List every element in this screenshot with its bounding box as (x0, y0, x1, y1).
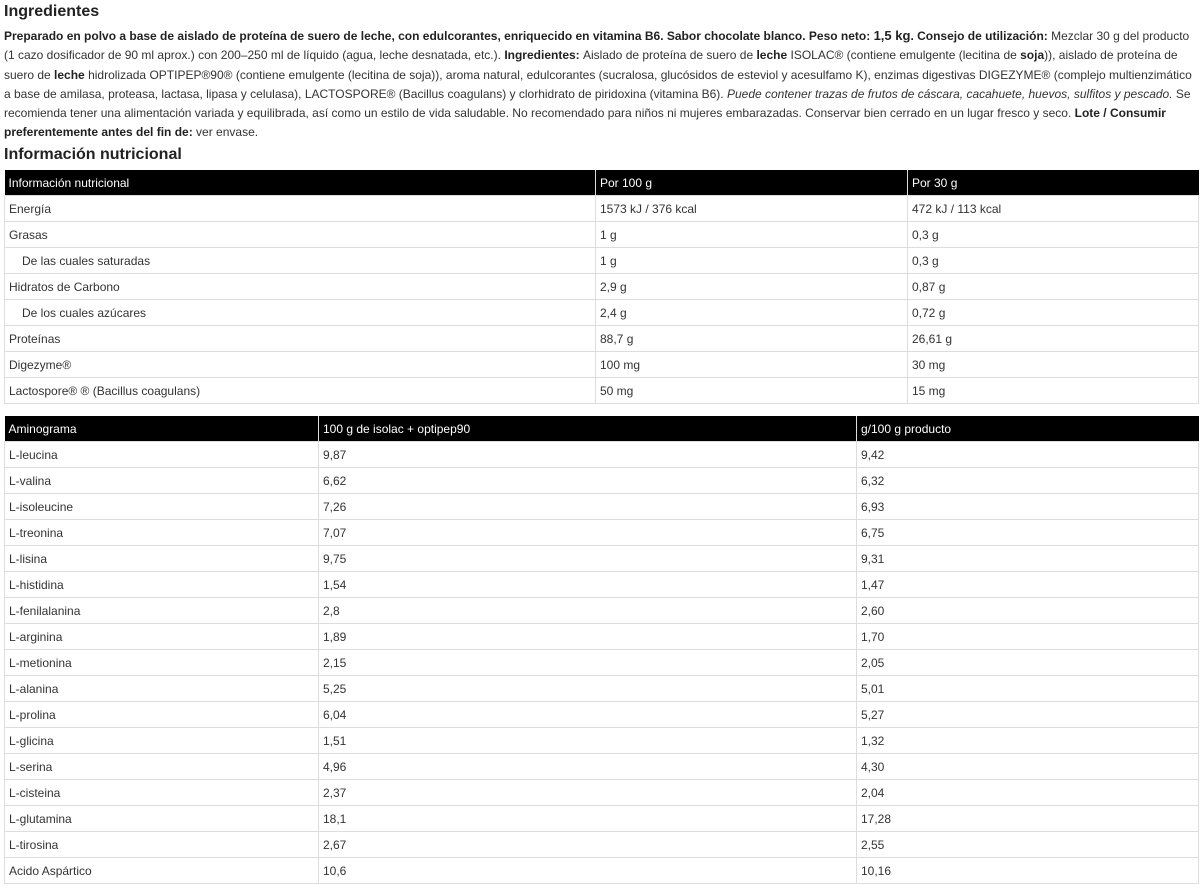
aminogram-amino-acid-name: L-cisteina (5, 780, 319, 806)
aminogram-row (5, 546, 1199, 572)
aminogram-row (5, 754, 1199, 780)
aminogram-per-100g-isolac-value: 6,62 (319, 468, 857, 494)
nutrition-row (5, 248, 1199, 274)
aminogram-per-100g-isolac-value: 9,87 (319, 442, 857, 468)
nutrition-per-100g-value: 88,7 g (596, 326, 908, 352)
aminogram-row (5, 572, 1199, 598)
nutrition-per-30g-value: 30 mg (908, 352, 1199, 378)
nutrition-row (5, 352, 1199, 378)
ingredients-text-run: )), aislado de proteína de suero de (4, 48, 1178, 82)
nutrition-per-30g-value: 0,72 g (908, 300, 1199, 326)
ingredients-text-run: soja (1020, 48, 1045, 63)
aminogram-amino-acid-name: L-arginina (5, 624, 319, 650)
aminogram-amino-acid-name: L-alanina (5, 676, 319, 702)
ingredients-text-run: Puede contener trazas de frutos de cáscara, cacahuete, huevos, sulfitos y pescado. (726, 86, 1173, 101)
ingredients-text-run: leche (54, 67, 85, 82)
nutrition-per-100g-value: 50 mg (596, 378, 908, 404)
nutrition-nutrient-name: Proteínas (5, 326, 596, 352)
nutrition-nutrient-name: De las cuales saturadas (5, 248, 596, 274)
nutrition-nutrient-name: De los cuales azúcares (5, 300, 596, 326)
aminogram-row (5, 494, 1199, 520)
nutrition-per-100g-value: 2,4 g (596, 300, 908, 326)
aminogram-per-100g-product-value: 2,04 (857, 780, 1199, 806)
aminogram-per-100g-isolac-value: 2,37 (319, 780, 857, 806)
nutrition-per-100g-value: 1 g (596, 222, 908, 248)
nutrition-header-per-30g: Por 30 g (908, 170, 1199, 196)
aminogram-per-100g-isolac-value: 6,04 (319, 702, 857, 728)
ingredients-text-run: Preparado en polvo a base de aislado de proteína de suero de leche, con edulcorantes, enriquecido en vitamina B6. Sabor chocolate blanco. Peso neto: (4, 29, 874, 43)
aminogram-per-100g-product-value: 1,47 (857, 572, 1199, 598)
aminogram-per-100g-product-value: 5,27 (857, 702, 1199, 728)
aminogram-amino-acid-name: L-leucina (5, 442, 319, 468)
aminogram-row (5, 780, 1199, 806)
aminogram-header-amino: Aminograma (5, 416, 319, 442)
nutrition-row (5, 378, 1199, 404)
aminogram-row (5, 702, 1199, 728)
aminogram-per-100g-isolac-value: 2,67 (319, 832, 857, 858)
nutrition-nutrient-name: Lactospore® ® (Bacillus coagulans) (5, 378, 596, 404)
aminogram-per-100g-product-value: 5,01 (857, 676, 1199, 702)
ingredients-text-run: Aislado de proteína de suero de (583, 48, 757, 63)
nutrition-header-nutrient: Información nutricional (5, 170, 596, 196)
ingredients-description (4, 26, 1196, 142)
ingredients-text-run: 1,5 kg (873, 28, 911, 43)
aminogram-amino-acid-name: L-metionina (5, 650, 319, 676)
nutrition-row (5, 274, 1199, 300)
aminogram-per-100g-isolac-value: 7,26 (319, 494, 857, 520)
aminogram-per-100g-product-value: 6,93 (857, 494, 1199, 520)
nutrition-per-100g-value: 1573 kJ / 376 kcal (596, 196, 908, 222)
aminogram-per-100g-product-value: 6,75 (857, 520, 1199, 546)
aminogram-per-100g-isolac-value: 5,25 (319, 676, 857, 702)
ingredients-text-run: Ingredientes: (504, 48, 583, 63)
nutrition-nutrient-name: Hidratos de Carbono (5, 274, 596, 300)
nutrition-nutrient-name: Digezyme® (5, 352, 596, 378)
nutrition-per-30g-value: 15 mg (908, 378, 1199, 404)
aminogram-per-100g-isolac-value: 2,8 (319, 598, 857, 624)
nutrition-heading: Información nutricional (4, 146, 182, 163)
nutrition-header-per-100g: Por 100 g (596, 170, 908, 196)
aminogram-per-100g-isolac-value: 7,07 (319, 520, 857, 546)
ingredients-text-run: ver envase. (196, 125, 259, 140)
nutrition-per-30g-value: 0,87 g (908, 274, 1199, 300)
aminogram-amino-acid-name: L-isoleucine (5, 494, 319, 520)
aminogram-per-100g-product-value: 2,05 (857, 650, 1199, 676)
aminogram-header-per-100g-isolac: 100 g de isolac + optipep90 (319, 416, 857, 442)
aminogram-per-100g-isolac-value: 1,89 (319, 624, 857, 650)
aminogram-per-100g-isolac-value: 2,15 (319, 650, 857, 676)
ingredients-text-run: Lote / Consumir preferentemente antes del fin de: (4, 106, 1166, 140)
nutrition-table-header-row (5, 170, 1199, 196)
aminogram-row (5, 832, 1199, 858)
aminogram-row (5, 650, 1199, 676)
nutrition-nutrient-name: Grasas (5, 222, 596, 248)
aminogram-row (5, 520, 1199, 546)
aminogram-amino-acid-name: Acido Aspártico (5, 858, 319, 884)
nutrition-per-100g-value: 1 g (596, 248, 908, 274)
aminogram-amino-acid-name: L-lisina (5, 546, 319, 572)
aminogram-per-100g-product-value: 1,32 (857, 728, 1199, 754)
nutrition-per-30g-value: 0,3 g (908, 222, 1199, 248)
aminogram-per-100g-product-value: 2,55 (857, 832, 1199, 858)
ingredients-text-run: hidrolizada OPTIPEP®90® (contiene emulgente (lecitina de soja)), aroma natural, edulcorantes (sucralosa, glucósidos de esteviol y acesulfamo K), enzimas digestivas DIGEZYME® (complejo multienzimático a base de amilasa, proteasa, lactasa, lipasa y celulasa), LACTOSPORE® (Bacillus coagulans) y clorhidrato de piridoxina (vitamina B6). (4, 67, 1192, 101)
aminogram-row (5, 806, 1199, 832)
aminogram-amino-acid-name: L-valina (5, 468, 319, 494)
aminogram-amino-acid-name: L-fenilalanina (5, 598, 319, 624)
aminogram-per-100g-product-value: 10,16 (857, 858, 1199, 884)
nutrition-per-30g-value: 472 kJ / 113 kcal (908, 196, 1199, 222)
nutrition-nutrient-name: Energía (5, 196, 596, 222)
ingredients-text-run: ISOLAC® (contiene emulgente (lecitina de (787, 48, 1021, 63)
aminogram-table (4, 416, 1199, 884)
nutrition-per-30g-value: 26,61 g (908, 326, 1199, 352)
aminogram-row (5, 442, 1199, 468)
aminogram-row (5, 624, 1199, 650)
aminogram-per-100g-isolac-value: 9,75 (319, 546, 857, 572)
nutrition-per-30g-value: 0,3 g (908, 248, 1199, 274)
nutrition-row (5, 222, 1199, 248)
aminogram-per-100g-product-value: 6,32 (857, 468, 1199, 494)
aminogram-per-100g-isolac-value: 1,51 (319, 728, 857, 754)
ingredients-heading: Ingredientes (4, 3, 100, 20)
ingredients-text-run: Se recomienda tener una alimentación variada y equilibrada, así como un estilo de vida saludable. No recomendado para niños ni mujeres embarazadas. Conservar bien cerrado en un lugar fresco y seco. (4, 86, 1191, 121)
aminogram-per-100g-isolac-value: 1,54 (319, 572, 857, 598)
aminogram-per-100g-product-value: 9,42 (857, 442, 1199, 468)
aminogram-per-100g-product-value: 2,60 (857, 598, 1199, 624)
nutrition-row (5, 300, 1199, 326)
aminogram-table-header-row (5, 416, 1199, 442)
aminogram-header-per-100g-product: g/100 g producto (857, 416, 1199, 442)
nutrition-per-100g-value: 100 mg (596, 352, 908, 378)
aminogram-amino-acid-name: L-glicina (5, 728, 319, 754)
aminogram-row (5, 598, 1199, 624)
nutrition-row (5, 326, 1199, 352)
aminogram-amino-acid-name: L-prolina (5, 702, 319, 728)
ingredients-text-run: Mezclar 30 g del producto (1 cazo dosificador de 90 ml aprox.) con 200–250 ml de líquido (agua, leche desnatada, etc.). (4, 29, 1190, 63)
aminogram-amino-acid-name: L-treonina (5, 520, 319, 546)
aminogram-row (5, 858, 1199, 884)
aminogram-amino-acid-name: L-glutamina (5, 806, 319, 832)
nutrition-table (4, 170, 1199, 404)
nutrition-per-100g-value: 2,9 g (596, 274, 908, 300)
aminogram-amino-acid-name: L-histidina (5, 572, 319, 598)
aminogram-per-100g-product-value: 17,28 (857, 806, 1199, 832)
ingredients-text-run: . Consejo de utilización: (910, 29, 1052, 43)
aminogram-amino-acid-name: L-serina (5, 754, 319, 780)
aminogram-per-100g-isolac-value: 18,1 (319, 806, 857, 832)
aminogram-row (5, 468, 1199, 494)
ingredients-text-run: leche (756, 48, 788, 63)
aminogram-per-100g-product-value: 4,30 (857, 754, 1199, 780)
nutrition-row (5, 196, 1199, 222)
aminogram-row (5, 676, 1199, 702)
aminogram-per-100g-product-value: 1,70 (857, 624, 1199, 650)
aminogram-per-100g-isolac-value: 10,6 (319, 858, 857, 884)
aminogram-per-100g-isolac-value: 4,96 (319, 754, 857, 780)
aminogram-row (5, 728, 1199, 754)
aminogram-per-100g-product-value: 9,31 (857, 546, 1199, 572)
aminogram-amino-acid-name: L-tirosina (5, 832, 319, 858)
